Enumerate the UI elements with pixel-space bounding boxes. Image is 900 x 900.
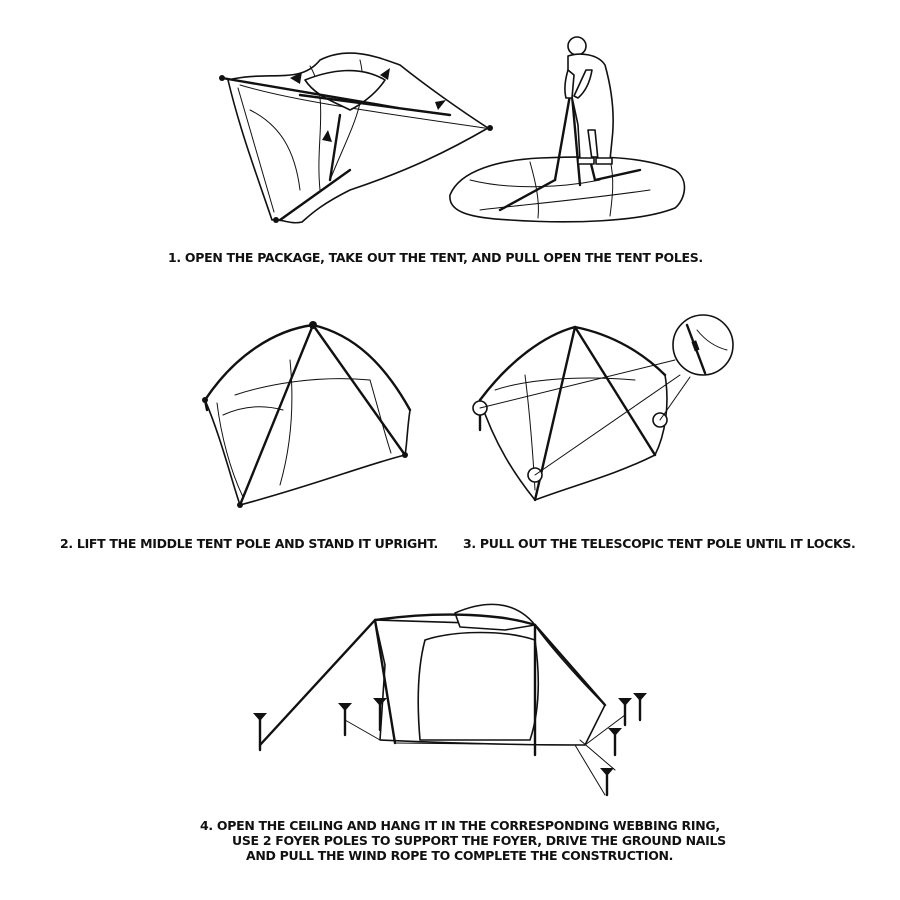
step4-caption-line-1: 4. OPEN THE CEILING AND HANG IT IN THE CORRESPONDING WEBBING RING,: [200, 818, 720, 833]
step4-caption-line-3: AND PULL THE WIND ROPE TO COMPLETE THE CONSTRUCTION.: [246, 848, 674, 863]
step4-caption-line-2: USE 2 FOYER POLES TO SUPPORT THE FOYER, DRIVE THE GROUND NAILS: [232, 833, 726, 848]
step2-caption: 2. LIFT THE MIDDLE TENT POLE AND STAND IT UPRIGHT.: [60, 536, 438, 551]
step1-caption: 1. OPEN THE PACKAGE, TAKE OUT THE TENT, AND PULL OPEN THE TENT POLES.: [168, 250, 703, 265]
step2-dome-tent-illustration: [195, 315, 425, 515]
step4-pitched-tent-illustration: [245, 595, 665, 810]
step3-caption: 3. PULL OUT THE TELESCOPIC TENT POLE UNTIL IT LOCKS.: [463, 536, 856, 551]
step3-telescopic-pole-illustration: [465, 305, 740, 515]
step1-person-pulling-poles-illustration: [440, 30, 690, 230]
